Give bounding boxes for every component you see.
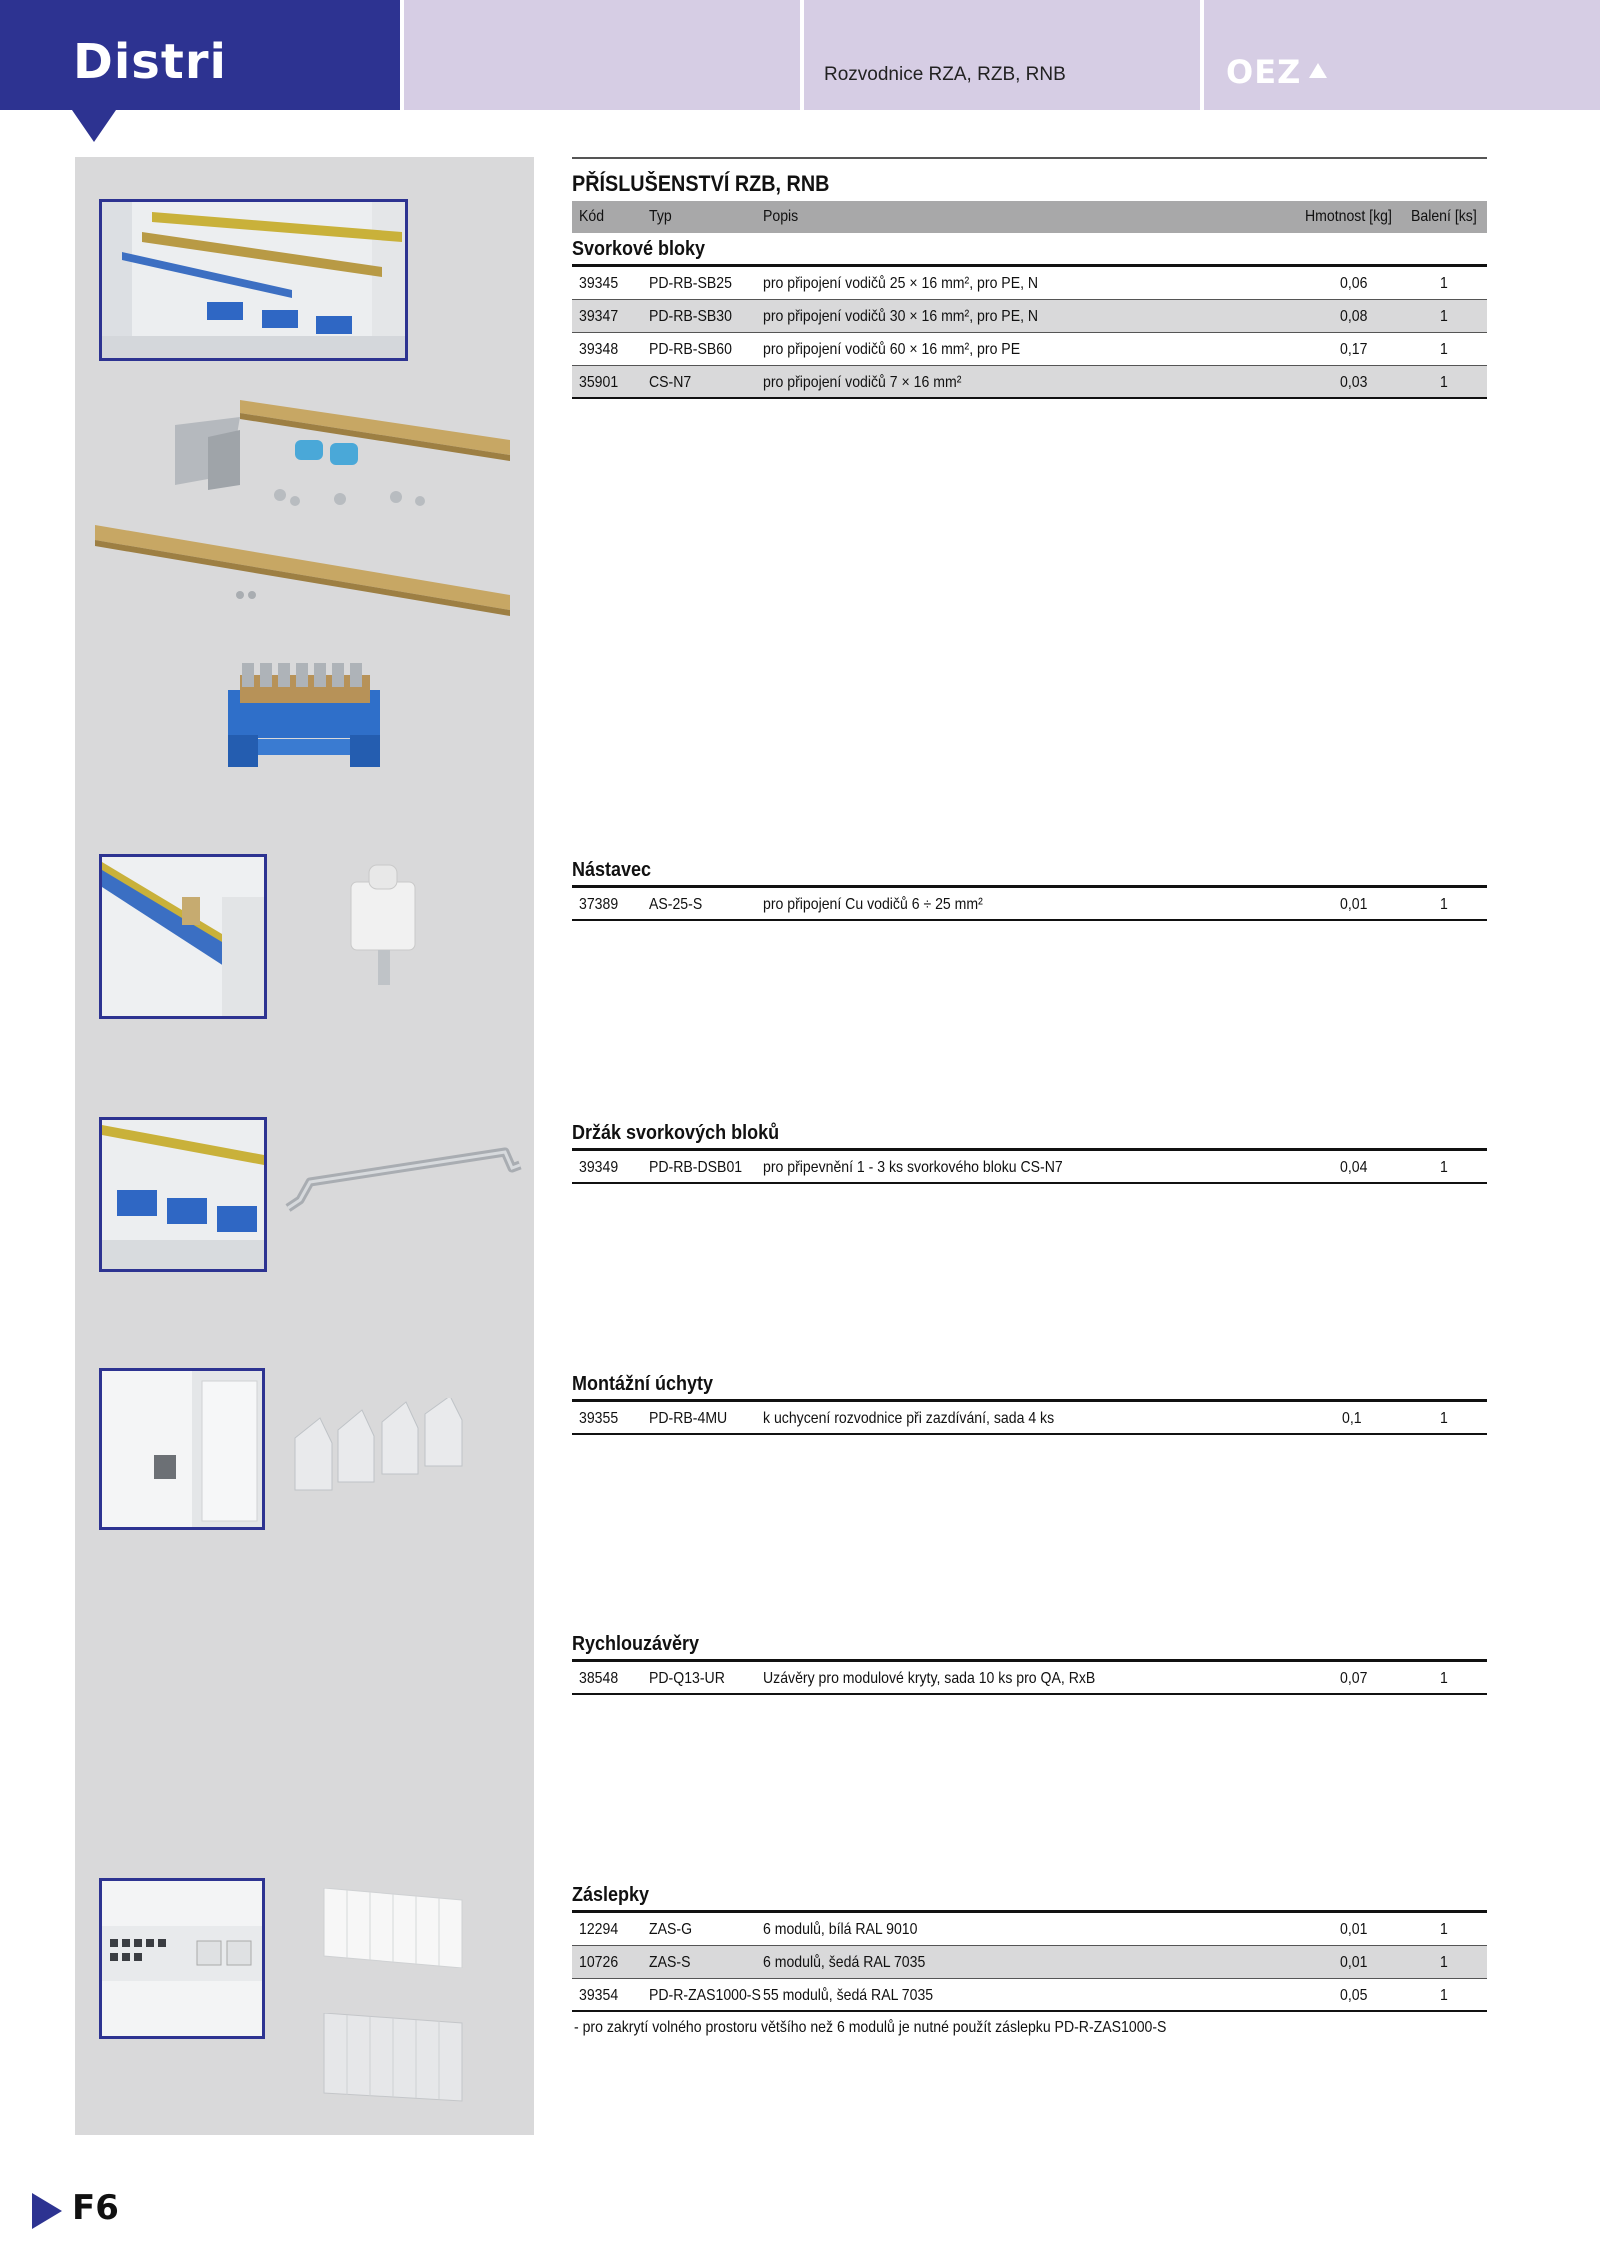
cell-pack: 1: [1440, 1670, 1448, 1687]
table-row: [572, 888, 1487, 921]
col-code: Kód: [579, 208, 605, 225]
section-title-quick-locks: Rychlouzávěry: [572, 1633, 700, 1655]
table-row: [572, 1151, 1487, 1184]
cell-desc: 6 modulů, bílá RAL 9010: [763, 1921, 918, 1938]
cell-weight: 0,17: [1340, 341, 1368, 358]
header-panel-1: [404, 0, 800, 110]
table-header: [572, 201, 1487, 233]
cell-desc: pro připojení vodičů 7 × 16 mm²: [763, 374, 962, 391]
cell-weight: 0,1: [1342, 1410, 1362, 1427]
photo-blank-gray: [322, 2013, 467, 2103]
brand-banner: [0, 0, 400, 110]
table-row: [572, 1662, 1487, 1695]
section-title-terminal-blocks: Svorkové bloky: [572, 238, 706, 260]
header-panel-2: [804, 0, 1200, 110]
photo-enclosure-holders: [99, 1117, 267, 1272]
photo-enclosure-terminals: [99, 199, 408, 361]
cell-type: PD-RB-SB60: [649, 341, 732, 358]
photo-adapter-as-25-s: [345, 860, 420, 990]
table-row: [572, 1979, 1487, 2012]
photo-enclosure-adapter: [99, 854, 267, 1019]
page-marker-icon: [32, 2193, 62, 2229]
table-row: [572, 1402, 1487, 1435]
cell-code: 37389: [579, 896, 619, 913]
table-row: [572, 1946, 1487, 1979]
cell-pack: 1: [1440, 1921, 1448, 1938]
photo-holder-bracket: [280, 1140, 525, 1220]
blanks-note: - pro zakrytí volného prostoru většího než 6 modulů je nutné použít záslepku PD-R-ZAS1000-S: [574, 2019, 1167, 2036]
cell-pack: 1: [1440, 374, 1448, 391]
section-title-adapter: Nástavec: [572, 859, 652, 881]
cell-weight: 0,08: [1340, 308, 1368, 325]
col-weight: Hmotnost [kg]: [1305, 208, 1392, 225]
cell-pack: 1: [1440, 1159, 1448, 1176]
cell-type: PD-Q13-UR: [649, 1670, 725, 1687]
cell-code: 39348: [579, 341, 619, 358]
section-title-mounting: Montážní úchyty: [572, 1373, 714, 1395]
table-row: [572, 267, 1487, 300]
photo-enclosure-blanks: [99, 1878, 265, 2039]
cell-pack: 1: [1440, 896, 1448, 913]
page-number: F6: [72, 2188, 119, 2228]
cell-code: 38548: [579, 1670, 619, 1687]
cell-desc: pro připojení vodičů 30 × 16 mm², pro PE, N: [763, 308, 1039, 325]
cell-weight: 0,01: [1340, 1954, 1368, 1971]
photo-cs-n7-block: [220, 655, 390, 770]
cell-desc: pro připojení vodičů 60 × 16 mm², pro PE: [763, 341, 1021, 358]
cell-weight: 0,07: [1340, 1670, 1368, 1687]
cell-weight: 0,01: [1340, 896, 1368, 913]
cell-pack: 1: [1440, 1987, 1448, 2004]
cell-pack: 1: [1440, 308, 1448, 325]
cell-code: 39355: [579, 1410, 619, 1427]
cell-pack: 1: [1440, 341, 1448, 358]
cell-type: PD-R-ZAS1000-S: [649, 1987, 761, 2004]
cell-desc: Uzávěry pro modulové kryty, sada 10 ks pro QA, RxB: [763, 1670, 1096, 1687]
photo-blank-white: [322, 1888, 467, 1968]
cell-type: AS-25-S: [649, 896, 703, 913]
cell-code: 39354: [579, 1987, 619, 2004]
cell-desc: k uchycení rozvodnice při zazdívání, sada 4 ks: [763, 1410, 1055, 1427]
table-row: [572, 333, 1487, 366]
cell-weight: 0,06: [1340, 275, 1368, 292]
cell-type: PD-RB-SB30: [649, 308, 732, 325]
table-row: [572, 300, 1487, 333]
cell-pack: 1: [1440, 1410, 1448, 1427]
oez-logo: OEZ: [1226, 53, 1302, 91]
brand-title: Distri: [73, 34, 227, 90]
cell-desc: 6 modulů, šedá RAL 7035: [763, 1954, 926, 1971]
cell-code: 39347: [579, 308, 619, 325]
photo-terminal-blocks: [90, 395, 520, 635]
header-subtitle: Rozvodnice RZA, RZB, RNB: [824, 64, 1066, 85]
table-row: [572, 366, 1487, 399]
cell-weight: 0,05: [1340, 1987, 1368, 2004]
top-rule: [572, 157, 1487, 159]
cell-code: 35901: [579, 374, 619, 391]
photo-mounting-brackets: [290, 1398, 475, 1498]
cell-desc: pro připojení vodičů 25 × 16 mm², pro PE, N: [763, 275, 1039, 292]
cell-type: PD-RB-SB25: [649, 275, 732, 292]
col-type: Typ: [649, 208, 672, 225]
cell-pack: 1: [1440, 275, 1448, 292]
cell-type: ZAS-S: [649, 1954, 691, 1971]
table-row: [572, 1913, 1487, 1946]
brand-pointer: [72, 110, 116, 142]
cell-type: ZAS-G: [649, 1921, 693, 1938]
cell-weight: 0,01: [1340, 1921, 1368, 1938]
logo-triangle-icon: [1309, 63, 1327, 78]
page-title: PŘÍSLUŠENSTVÍ RZB, RNB: [572, 171, 830, 196]
cell-code: 39345: [579, 275, 619, 292]
cell-type: CS-N7: [649, 374, 692, 391]
cell-code: 12294: [579, 1921, 619, 1938]
section-title-blanks: Záslepky: [572, 1884, 650, 1906]
cell-type: PD-RB-4MU: [649, 1410, 728, 1427]
col-desc: Popis: [763, 208, 799, 225]
cell-pack: 1: [1440, 1954, 1448, 1971]
cell-type: PD-RB-DSB01: [649, 1159, 743, 1176]
col-pack: Balení [ks]: [1411, 208, 1477, 225]
section-title-block-holder: Držák svorkových bloků: [572, 1122, 780, 1144]
cell-code: 39349: [579, 1159, 619, 1176]
cell-desc: pro připevnění 1 - 3 ks svorkového bloku CS-N7: [763, 1159, 1063, 1176]
cell-weight: 0,03: [1340, 374, 1368, 391]
photo-enclosure-mounting: [99, 1368, 265, 1530]
cell-weight: 0,04: [1340, 1159, 1368, 1176]
cell-code: 10726: [579, 1954, 619, 1971]
cell-desc: pro připojení Cu vodičů 6 ÷ 25 mm²: [763, 896, 983, 913]
cell-desc: 55 modulů, šedá RAL 7035: [763, 1987, 934, 2004]
